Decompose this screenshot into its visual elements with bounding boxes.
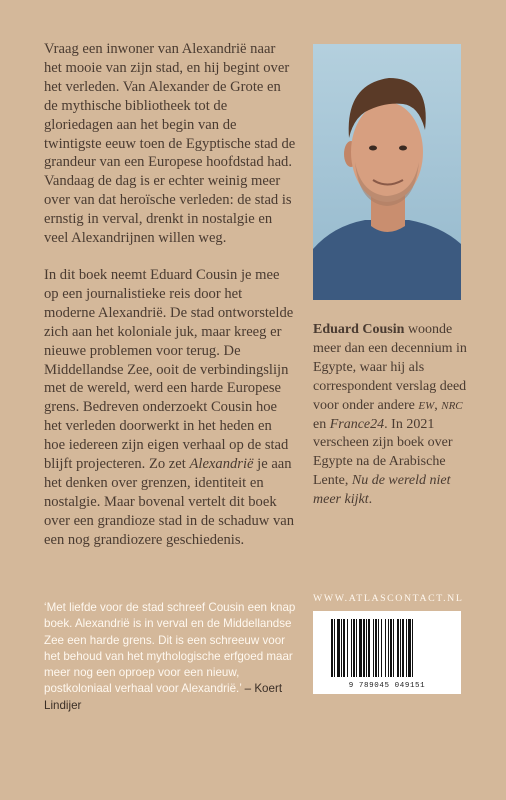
barcode [313,611,461,694]
bio-text-3: . In 2021 verscheen zijn boek over Egypte na de Arabische Lente, [313,416,453,489]
barcode-bar [378,619,379,677]
bio-text-4: . [368,492,373,508]
review-quote [44,600,304,714]
barcode-bar [375,619,377,677]
author-bio [313,321,473,510]
barcode-bar [356,619,357,677]
barcode-bar [334,619,335,677]
author-photo [313,44,461,300]
author-name: Eduard Cousin [313,322,405,337]
barcode-bar [337,619,340,677]
barcode-bar [331,619,333,677]
barcode-bar [351,619,352,677]
barcode-bar [343,619,345,677]
quote-text: ‘Met liefde voor de stad schreef Cousin een knap boek. Alexandrië is in verval en de Middellandse Zee een harde grens. Dit is een schreeuw voor het behoud van het mythologische erfgoed maar meer nog een oproep voor een nieuw, postkoloniaal verhaal voor Alexandrië.’ [44,601,296,696]
publisher-url[interactable]: WWW.ATLASCONTACT.NL [313,593,464,604]
barcode-bar [390,619,392,677]
bio-sep: , [434,397,442,413]
blurb-paragraph-1: Vraag een inwoner van Alexandrië naar het mooie van zijn stad, en hij begint over het verleden. Van Alexander de Grote en de mythische bibliotheek tot de gloriedagen aan het begin van de twintigste eeuw toen de Egyptische stad de grandeur van een Europese hoofdstad had. Vandaag de dag is er echter weinig meer over van dat heroïsche verleden: de stad is ernstig in verval, drenkt in nostalgie en veel Alexandrijnen willen weg. [44,41,296,247]
barcode-bar [408,619,411,677]
blurb-column [44,40,296,568]
barcode-bar [353,619,355,677]
book-title: Alexandrië [189,456,254,473]
barcode-bar [400,619,401,677]
barcode-bar [393,619,394,677]
barcode-bar [402,619,404,677]
barcode-bar [373,619,374,677]
barcode-bar [406,619,407,677]
barcode-bar [397,619,399,677]
media-nrc: NRC [441,399,463,412]
author-previous-book: Nu de wereld niet meer kijkt [313,473,451,508]
barcode-bar [385,619,386,677]
barcode-bar [341,619,342,677]
barcode-bar [368,619,370,677]
barcode-bar [381,619,382,677]
barcode-bar [359,619,362,677]
barcode-bar [363,619,365,677]
author-portrait-image [313,44,461,300]
blurb-paragraph-2 [44,266,296,550]
barcode-bars [313,615,461,687]
bio-text-2: en [313,416,330,432]
barcode-bar [366,619,367,677]
bio-text-1: woonde meer dan een decennium in Egypte, waar hij als correspondent verslag deed voor onder andere [313,322,467,413]
barcode-bar [412,619,413,677]
quote-attribution: – Koert Lindijer [44,682,283,712]
blurb-p2-start: In dit boek neemt Eduard Cousin je mee op een journalistieke reis door het moderne Alexandrië. De stad ontworstelde zich aan het koloniale juk, maar kreeg er nieuwe problemen voor terug. De Middellandse Zee, ooit de verbindingslijn met de wereld, werd een harde Europese grens. Bedreven onderzoekt Cousin hoe het verleden doorwerkt in het heden en hoe iedereen zijn eigen verhaal op de stad blijft projecteren. Zo zet [44,266,294,473]
blurb-p2-end: je aan het denken over grenzen, identiteit en nostalgie. Maar bovenal vertelt dit boek over een grandioze stad in de schaduw van een nog grandiozere geschiedenis. [44,456,295,548]
media-ew: EW [418,399,435,412]
isbn-number: 9 789045 049151 [348,682,426,690]
media-france24: France24 [329,416,385,432]
barcode-bar [388,619,389,677]
barcode-bar [347,619,348,677]
